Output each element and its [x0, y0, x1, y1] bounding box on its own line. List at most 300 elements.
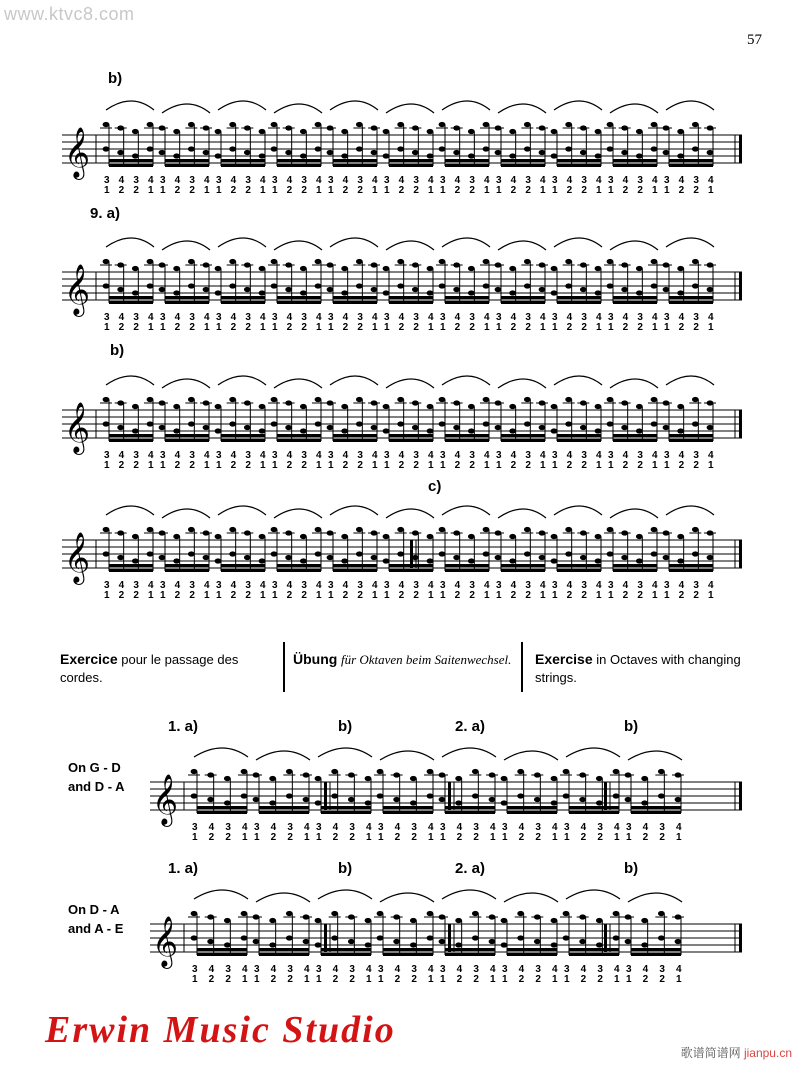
beam	[445, 301, 489, 304]
note	[539, 150, 546, 155]
fingering: 3	[216, 312, 222, 323]
fingering: 2	[413, 460, 419, 471]
fingering: 4	[622, 580, 629, 591]
note	[348, 797, 355, 802]
note	[621, 555, 628, 560]
fingering: 1	[272, 460, 278, 471]
note	[410, 918, 417, 923]
fingering: 2	[245, 185, 251, 196]
beam	[507, 806, 557, 809]
fingering: 2	[525, 322, 531, 333]
note	[595, 534, 602, 539]
note	[191, 935, 198, 940]
slur	[318, 890, 372, 899]
note	[269, 776, 276, 781]
fingering: 2	[659, 974, 665, 985]
fingering: 3	[626, 964, 632, 975]
fingering: 1	[204, 185, 210, 196]
fingering: 1	[614, 974, 620, 985]
note	[341, 153, 348, 158]
fingering: 2	[510, 322, 517, 333]
note	[595, 266, 602, 271]
fingering: 4	[428, 175, 434, 186]
fingering: 3	[328, 580, 334, 591]
fingering: 3	[160, 580, 166, 591]
fingering: 1	[328, 590, 334, 601]
note	[224, 776, 231, 781]
note	[651, 527, 658, 532]
beam	[221, 434, 265, 437]
note	[397, 146, 404, 151]
fingering: 3	[287, 822, 293, 833]
fingering: 2	[693, 590, 699, 601]
fingering: 3	[287, 964, 293, 975]
fingering: 2	[525, 590, 531, 601]
fingering: 2	[637, 460, 643, 471]
fingering: 3	[440, 312, 446, 323]
beam	[321, 811, 371, 814]
beam	[501, 164, 545, 167]
note	[468, 266, 475, 271]
fingering: 3	[693, 450, 699, 461]
note	[103, 259, 110, 264]
beam	[277, 159, 321, 162]
fingering: 1	[552, 185, 558, 196]
fingering: 4	[678, 580, 685, 591]
fingering: 4	[230, 175, 237, 186]
note	[253, 797, 260, 802]
fingering: 2	[454, 590, 461, 601]
bottom-watermark	[681, 1044, 792, 1061]
note	[607, 259, 614, 264]
fingering: 1	[304, 832, 310, 843]
note	[315, 776, 322, 781]
fingering: 4	[398, 312, 405, 323]
fingering: 4	[622, 312, 629, 323]
fingering: 1	[608, 185, 614, 196]
note	[453, 555, 460, 560]
fingering: 4	[540, 312, 546, 323]
beam	[197, 806, 247, 809]
note	[483, 259, 490, 264]
fingering: 1	[260, 590, 266, 601]
fingering: 1	[652, 460, 658, 471]
fingering: 2	[510, 590, 517, 601]
fingering: 1	[652, 322, 658, 333]
note	[269, 918, 276, 923]
fingering: 4	[652, 312, 658, 323]
note	[483, 397, 490, 402]
beam	[259, 948, 309, 951]
fingering: 1	[596, 460, 602, 471]
beam	[383, 806, 433, 809]
fingering: 3	[440, 580, 446, 591]
fingering: 4	[270, 822, 277, 833]
note	[286, 769, 293, 774]
fingering: 3	[216, 580, 222, 591]
note	[427, 428, 434, 433]
note	[651, 551, 658, 556]
fingering: 3	[272, 450, 278, 461]
beam	[221, 439, 265, 442]
note	[215, 534, 222, 539]
note	[315, 527, 322, 532]
fingering: 4	[286, 175, 293, 186]
strings-label-line: and D - A	[68, 779, 125, 794]
note	[613, 769, 620, 774]
fingering: 4	[242, 822, 248, 833]
fingering: 3	[245, 450, 251, 461]
beam	[557, 564, 601, 567]
fingering: 1	[384, 322, 390, 333]
fingering: 1	[160, 590, 166, 601]
note	[692, 259, 699, 264]
fingering: 2	[230, 460, 237, 471]
note	[356, 527, 363, 532]
note	[551, 942, 558, 947]
note	[383, 129, 390, 134]
fingering: 2	[469, 460, 475, 471]
note	[565, 527, 572, 532]
fingering: 3	[469, 175, 475, 186]
note	[377, 935, 384, 940]
fingering: 3	[502, 964, 508, 975]
note	[331, 793, 338, 798]
fingering: 4	[428, 964, 434, 975]
fingering: 4	[596, 580, 602, 591]
fingering: 4	[260, 580, 266, 591]
fingering: 4	[316, 175, 322, 186]
note	[341, 428, 348, 433]
fingering: 1	[502, 974, 508, 985]
beam	[277, 164, 321, 167]
fingering: 3	[608, 175, 614, 186]
note	[563, 793, 570, 798]
slur	[318, 748, 372, 757]
barline	[604, 782, 607, 810]
fingering: 3	[301, 312, 307, 323]
fingering: 2	[411, 974, 417, 985]
fingering: 1	[316, 974, 322, 985]
beam	[501, 159, 545, 162]
beam	[445, 806, 495, 809]
note	[427, 935, 434, 940]
note	[286, 935, 293, 940]
note	[524, 527, 531, 532]
lower-mark: b)	[624, 718, 639, 735]
fingering: 4	[372, 175, 378, 186]
fingering: 2	[133, 185, 139, 196]
fingering: 4	[678, 312, 685, 323]
fingering: 4	[148, 450, 154, 461]
fingering: 2	[473, 832, 479, 843]
note	[117, 287, 124, 292]
fingering: 4	[566, 580, 573, 591]
strings-label-line: On G - D	[68, 760, 121, 775]
fingering: 2	[525, 185, 531, 196]
fingering: 4	[286, 312, 293, 323]
beam	[569, 948, 619, 951]
fingering: 2	[637, 590, 643, 601]
fingering: 3	[413, 312, 419, 323]
fingering: 3	[637, 450, 643, 461]
note	[300, 266, 307, 271]
note	[607, 283, 614, 288]
note	[427, 404, 434, 409]
beam	[165, 434, 209, 437]
note	[453, 150, 460, 155]
slur	[106, 506, 154, 515]
slur	[106, 376, 154, 385]
fingering: 3	[581, 312, 587, 323]
note	[453, 287, 460, 292]
note	[285, 150, 292, 155]
fingering: 2	[622, 590, 629, 601]
fingering: 3	[469, 312, 475, 323]
slur	[256, 893, 310, 902]
note	[132, 404, 139, 409]
fingering: 2	[580, 974, 587, 985]
slur	[330, 376, 378, 385]
fingering: 1	[552, 832, 558, 843]
note	[285, 555, 292, 560]
note	[524, 146, 531, 151]
fingering: 4	[708, 580, 714, 591]
fingering: 3	[245, 175, 251, 186]
fingering: 1	[316, 590, 322, 601]
note	[636, 558, 643, 563]
beam	[669, 301, 713, 304]
fingering: 1	[204, 590, 210, 601]
note	[215, 153, 222, 158]
note	[383, 534, 390, 539]
fingering: 4	[652, 450, 658, 461]
note	[341, 129, 348, 134]
slur	[106, 101, 154, 110]
beam	[277, 569, 321, 572]
fingering: 3	[440, 964, 446, 975]
fingering: 3	[357, 580, 363, 591]
beam	[389, 439, 433, 442]
fingering: 4	[552, 964, 558, 975]
note	[551, 290, 558, 295]
note	[509, 266, 516, 271]
fingering: 3	[535, 822, 541, 833]
beam	[109, 564, 153, 567]
slur	[504, 893, 558, 902]
note	[365, 918, 372, 923]
fingering: 1	[160, 322, 166, 333]
fingering: 3	[413, 580, 419, 591]
fingering: 1	[104, 322, 110, 333]
fingering: 2	[357, 185, 363, 196]
fingering: 4	[366, 964, 372, 975]
fingering: 1	[608, 460, 614, 471]
note	[397, 259, 404, 264]
fingering: 1	[540, 322, 546, 333]
note	[259, 534, 266, 539]
note	[341, 404, 348, 409]
fingering: 4	[304, 822, 310, 833]
note	[215, 404, 222, 409]
note	[595, 290, 602, 295]
note	[651, 283, 658, 288]
fingering: 4	[394, 964, 401, 975]
note	[565, 259, 572, 264]
fingering: 2	[287, 832, 293, 843]
note	[132, 290, 139, 295]
beam	[221, 564, 265, 567]
note	[455, 776, 462, 781]
studio-watermark: Erwin Music Studio	[45, 1009, 396, 1051]
slur	[330, 238, 378, 247]
fingering: 4	[342, 312, 349, 323]
beam	[445, 811, 495, 814]
fingering: 1	[490, 832, 496, 843]
treble-clef-icon: 𝄞	[64, 127, 91, 178]
note	[495, 150, 502, 155]
fingering: 4	[622, 175, 629, 186]
fingering: 3	[357, 175, 363, 186]
note	[439, 122, 446, 127]
note	[269, 942, 276, 947]
slur	[666, 101, 714, 110]
fingering: 1	[496, 460, 502, 471]
fingering: 1	[664, 322, 670, 333]
fingering: 1	[192, 974, 198, 985]
fingering: 3	[349, 964, 355, 975]
exercise-title-fr: Exercice	[60, 651, 118, 667]
beam	[613, 164, 657, 167]
slur	[274, 104, 322, 113]
note	[191, 769, 198, 774]
fingering: 1	[148, 322, 154, 333]
fingering: 1	[378, 832, 384, 843]
fingering: 2	[678, 322, 685, 333]
beam	[389, 164, 433, 167]
treble-clef-icon: 𝄞	[152, 916, 179, 967]
fingering: 2	[174, 460, 181, 471]
note	[259, 129, 266, 134]
beam	[389, 301, 433, 304]
note	[356, 283, 363, 288]
note	[663, 425, 670, 430]
exercise-text-fr: pour le passage des cordes.	[60, 652, 239, 685]
beam	[321, 806, 371, 809]
bottom-watermark-url: jianpu.cn	[743, 1046, 792, 1060]
note	[356, 551, 363, 556]
fingering: 4	[270, 964, 277, 975]
note	[641, 918, 648, 923]
fingering: 2	[349, 974, 355, 985]
fingering: 1	[366, 974, 372, 985]
fingering: 1	[328, 322, 334, 333]
note	[439, 551, 446, 556]
note	[517, 769, 524, 774]
fingering: 1	[664, 185, 670, 196]
fingering: 3	[160, 450, 166, 461]
note	[147, 122, 154, 127]
fingering: 2	[301, 460, 307, 471]
fingering: 2	[394, 832, 401, 843]
fingering: 4	[208, 822, 215, 833]
fingering: 1	[366, 832, 372, 843]
fingering: 2	[230, 590, 237, 601]
note	[271, 421, 278, 426]
fingering: 1	[216, 590, 222, 601]
fingering: 1	[328, 460, 334, 471]
note	[331, 769, 338, 774]
fingering: 2	[286, 460, 293, 471]
note	[132, 153, 139, 158]
fingering: 4	[174, 312, 181, 323]
fingering: 2	[454, 185, 461, 196]
fingering: 3	[608, 312, 614, 323]
fingering: 3	[189, 450, 195, 461]
beam	[569, 806, 619, 809]
slur	[218, 101, 266, 110]
note	[468, 428, 475, 433]
note	[410, 942, 417, 947]
note	[468, 534, 475, 539]
fingering: 1	[676, 974, 682, 985]
note	[244, 555, 251, 560]
fingering: 3	[473, 964, 479, 975]
beam	[613, 296, 657, 299]
fingering: 4	[118, 450, 125, 461]
fingering: 3	[564, 964, 570, 975]
note	[377, 911, 384, 916]
note	[509, 534, 516, 539]
note	[551, 800, 558, 805]
beam	[669, 569, 713, 572]
fingering: 4	[510, 312, 517, 323]
fingering: 4	[230, 580, 237, 591]
fingering: 3	[316, 964, 322, 975]
fingering: 1	[316, 322, 322, 333]
lower-mark: 2. a)	[455, 718, 486, 735]
note	[472, 935, 479, 940]
note	[509, 428, 516, 433]
beam	[221, 569, 265, 572]
note	[539, 425, 546, 430]
fingering: 1	[596, 322, 602, 333]
slur	[274, 241, 322, 250]
note	[483, 527, 490, 532]
note	[397, 122, 404, 127]
fingering: 4	[316, 580, 322, 591]
note	[641, 776, 648, 781]
fingering: 2	[301, 322, 307, 333]
fingering: 1	[328, 185, 334, 196]
note	[663, 287, 670, 292]
fingering: 4	[676, 964, 682, 975]
watermark-top: www.ktvc8.com	[4, 4, 135, 24]
note	[651, 122, 658, 127]
fingering: 4	[510, 580, 517, 591]
exercise-header-fr	[60, 650, 278, 687]
note	[215, 129, 222, 134]
fingering: 1	[104, 185, 110, 196]
note	[159, 425, 166, 430]
fingering: 1	[378, 974, 384, 985]
fingering: 4	[622, 450, 629, 461]
note	[551, 266, 558, 271]
fingering: 3	[160, 175, 166, 186]
note	[229, 397, 236, 402]
slur	[498, 509, 546, 518]
note	[472, 769, 479, 774]
